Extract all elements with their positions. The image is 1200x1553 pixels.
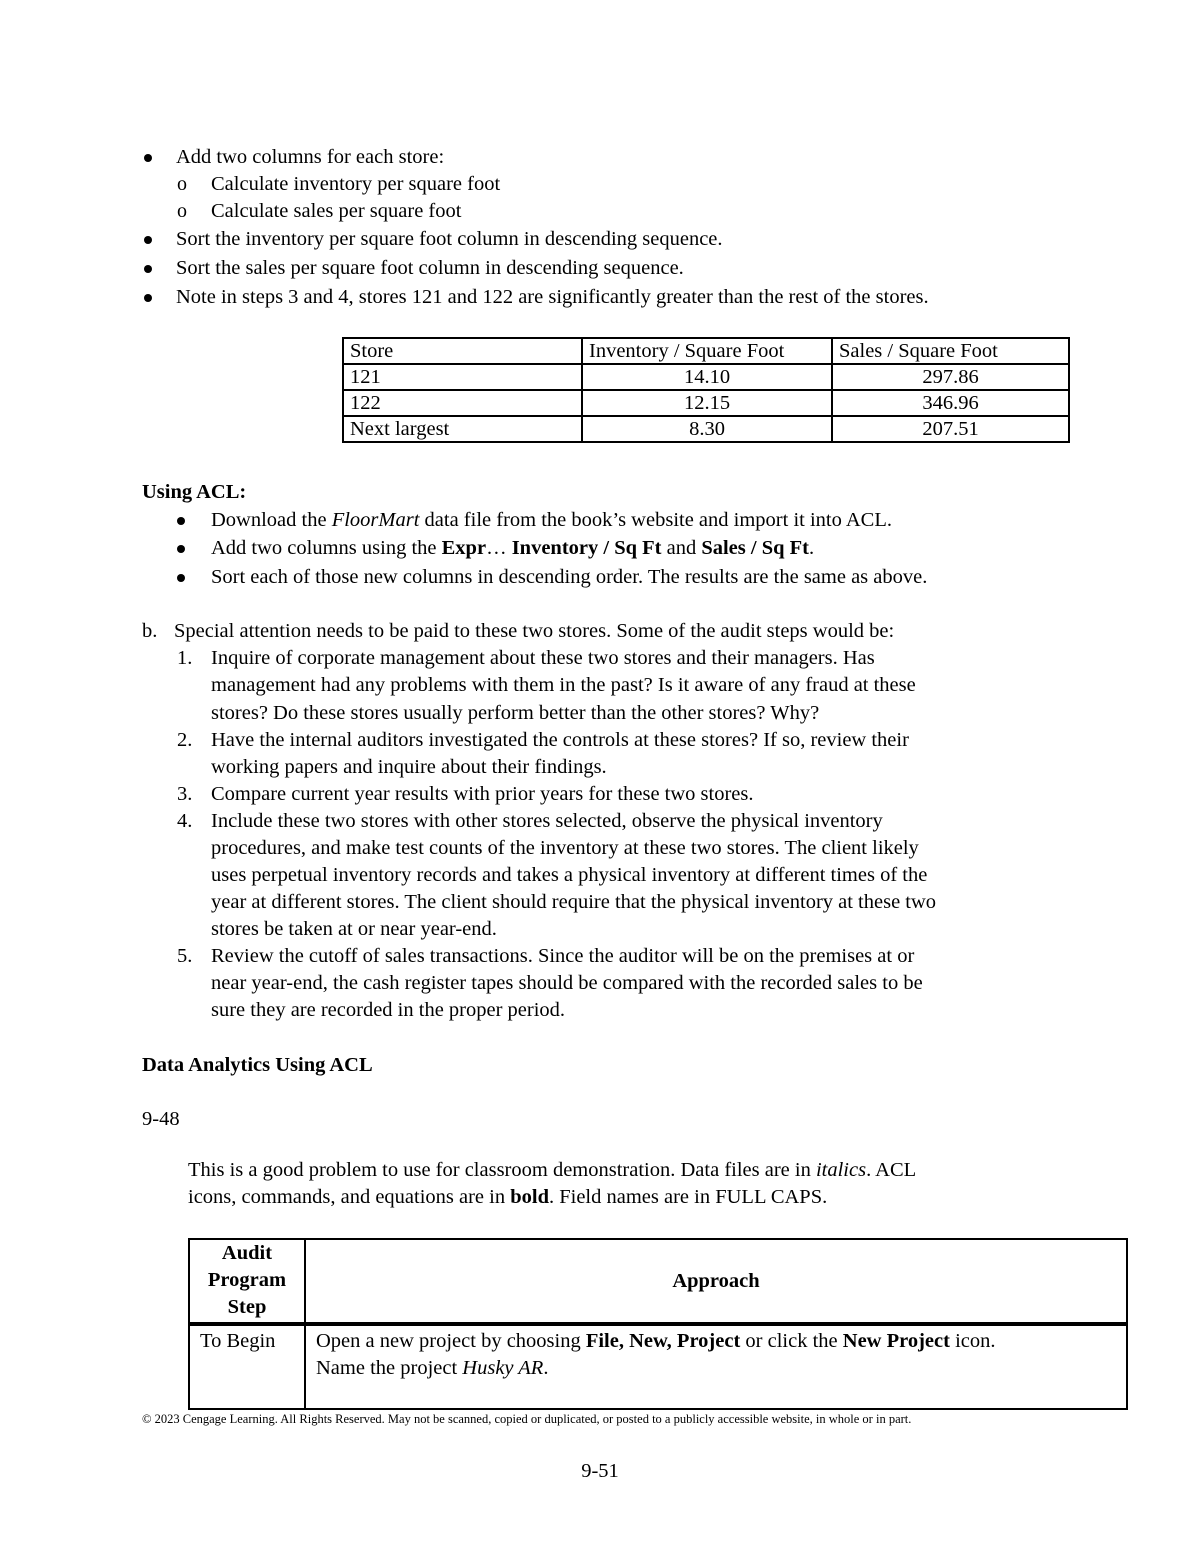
text-run: . ACL xyxy=(866,1159,917,1181)
text-run: This is a good problem to use for classroom demonstration. Data files are in xyxy=(188,1159,816,1181)
table-cell: 122 xyxy=(343,390,582,416)
table-header-cell: Store xyxy=(343,338,582,364)
audit-program-table xyxy=(188,1238,1128,1410)
acl-heading: Using ACL: xyxy=(142,481,247,503)
header-text: Audit xyxy=(221,1242,273,1264)
table-cell: 297.86 xyxy=(832,364,1069,390)
table-cell: 121 xyxy=(343,364,582,390)
header-approach: Approach xyxy=(305,1239,1127,1324)
list-item-line: procedures, and make test counts of the inventory at these two stores. The client likely xyxy=(211,837,919,859)
table-cell: Next largest xyxy=(343,416,582,442)
sub-bullet-marker: o xyxy=(177,173,187,195)
list-item-line: working papers and inquire about their findings. xyxy=(211,756,607,778)
copyright-footer: © 2023 Cengage Learning. All Rights Reserved. May not be scanned, copied or duplicated, or posted to a publicly accessible website, in whole or in part. xyxy=(142,1412,912,1426)
bullet-dot xyxy=(144,154,152,162)
bullet-dot xyxy=(144,294,152,302)
header-text: Step xyxy=(227,1296,267,1318)
text-run: Inventory / Sq Ft xyxy=(511,537,662,559)
acl-bullet-add-columns xyxy=(211,535,814,562)
text-run: Add two columns using the xyxy=(211,537,442,559)
table-cell-step: To Begin xyxy=(189,1324,305,1409)
text-run: Open a new project by choosing xyxy=(316,1330,586,1352)
part-b-label: b. xyxy=(142,620,158,642)
text-run: icons, commands, and equations are in xyxy=(188,1186,511,1208)
bullet-dot xyxy=(177,545,185,553)
acl-bullet-sort: Sort each of those new columns in descending order. The results are the same as above. xyxy=(211,566,928,588)
list-number: 4. xyxy=(177,810,193,832)
list-number: 5. xyxy=(177,945,193,967)
list-item-line: Inquire of corporate management about these two stores and their managers. Has xyxy=(211,647,875,669)
text-run: Name the project xyxy=(316,1357,463,1379)
problem-number: 9-48 xyxy=(142,1108,180,1130)
list-item-line: Review the cutoff of sales transactions. Since the auditor will be on the premises at or xyxy=(211,945,915,967)
text-run: data file from the book’s website and import it into ACL. xyxy=(419,509,892,531)
header-text: Program xyxy=(207,1269,287,1291)
bullet-note: Note in steps 3 and 4, stores 121 and 122 are significantly greater than the rest of the stores. xyxy=(176,286,929,308)
bullet-add-columns: Add two columns for each store: xyxy=(176,146,445,168)
text-run: Expr xyxy=(441,537,487,559)
sub-bullet-marker: o xyxy=(177,200,187,222)
text-run: . xyxy=(543,1357,549,1379)
text-run: New Project xyxy=(842,1330,950,1352)
list-item-line: management had any problems with them in the past? Is it aware of any fraud at these xyxy=(211,674,916,696)
part-b-intro: Special attention needs to be paid to these two stores. Some of the audit steps would be: xyxy=(174,620,895,642)
table-cell: 207.51 xyxy=(832,416,1069,442)
table-row xyxy=(343,390,1069,416)
table-cell: 8.30 xyxy=(582,416,832,442)
approach-line xyxy=(316,1355,1116,1382)
acl-bullet-download xyxy=(211,507,892,534)
sub-bullet-sales: Calculate sales per square foot xyxy=(211,200,462,222)
list-item-line: near year-end, the cash register tapes should be compared with the recorded sales to be xyxy=(211,972,923,994)
list-item-line: year at different stores. The client should require that the physical inventory at these two xyxy=(211,891,937,913)
approach-line xyxy=(316,1328,1116,1355)
list-item-line: stores? Do these stores usually perform better than the other stores? Why? xyxy=(211,702,820,724)
page-number: 9-51 xyxy=(581,1460,619,1482)
bullet-sort-inventory: Sort the inventory per square foot column in descending sequence. xyxy=(176,228,723,250)
text-run: . Field names are in FULL CAPS. xyxy=(548,1186,828,1208)
text-run: File, New, Project xyxy=(585,1330,741,1352)
table-header-cell: Inventory / Square Foot xyxy=(582,338,832,364)
table-cell: 346.96 xyxy=(832,390,1069,416)
list-number: 3. xyxy=(177,783,193,805)
text-run: italics xyxy=(815,1159,867,1181)
list-item-line: Include these two stores with other stores selected, observe the physical inventory xyxy=(211,810,883,832)
bullet-dot xyxy=(177,517,185,525)
text-run: Sales / Sq Ft xyxy=(701,537,809,559)
table-cell: 14.10 xyxy=(582,364,832,390)
bullet-dot xyxy=(177,574,185,582)
table-cell: 12.15 xyxy=(582,390,832,416)
intro-line-2 xyxy=(188,1184,827,1211)
table-header-row xyxy=(189,1239,1127,1324)
text-run: and xyxy=(661,537,702,559)
list-number: 1. xyxy=(177,647,193,669)
bullet-dot xyxy=(144,265,152,273)
list-item-line: uses perpetual inventory records and takes a physical inventory at different times of the xyxy=(211,864,928,886)
text-run: . xyxy=(808,537,815,559)
table-row xyxy=(189,1324,1127,1409)
list-item-line: Compare current year results with prior years for these two stores. xyxy=(211,783,754,805)
intro-line-1 xyxy=(188,1157,916,1184)
table-cell-approach xyxy=(305,1324,1127,1409)
table-header-row xyxy=(343,338,1069,364)
sub-bullet-inventory: Calculate inventory per square foot xyxy=(211,173,501,195)
header-audit-program-step xyxy=(189,1239,305,1324)
list-number: 2. xyxy=(177,729,193,751)
store-table xyxy=(342,337,1070,443)
table-row xyxy=(343,364,1069,390)
list-item-line: stores be taken at or near year-end. xyxy=(211,918,497,940)
text-run: or click the xyxy=(740,1330,843,1352)
section-heading: Data Analytics Using ACL xyxy=(142,1054,373,1076)
list-item-line: Have the internal auditors investigated the controls at these stores? If so, review their xyxy=(211,729,909,751)
table-header-cell: Sales / Square Foot xyxy=(832,338,1069,364)
text-run: FloorMart xyxy=(331,509,420,531)
text-run: Download the xyxy=(211,509,332,531)
table-row xyxy=(343,416,1069,442)
list-item-line: sure they are recorded in the proper period. xyxy=(211,999,566,1021)
text-run: icon. xyxy=(949,1330,996,1352)
bullet-dot xyxy=(144,236,152,244)
bullet-sort-sales: Sort the sales per square foot column in descending sequence. xyxy=(176,257,684,279)
text-run: … xyxy=(486,537,512,559)
text-run: Husky AR xyxy=(462,1357,544,1379)
text-run: bold xyxy=(510,1186,549,1208)
